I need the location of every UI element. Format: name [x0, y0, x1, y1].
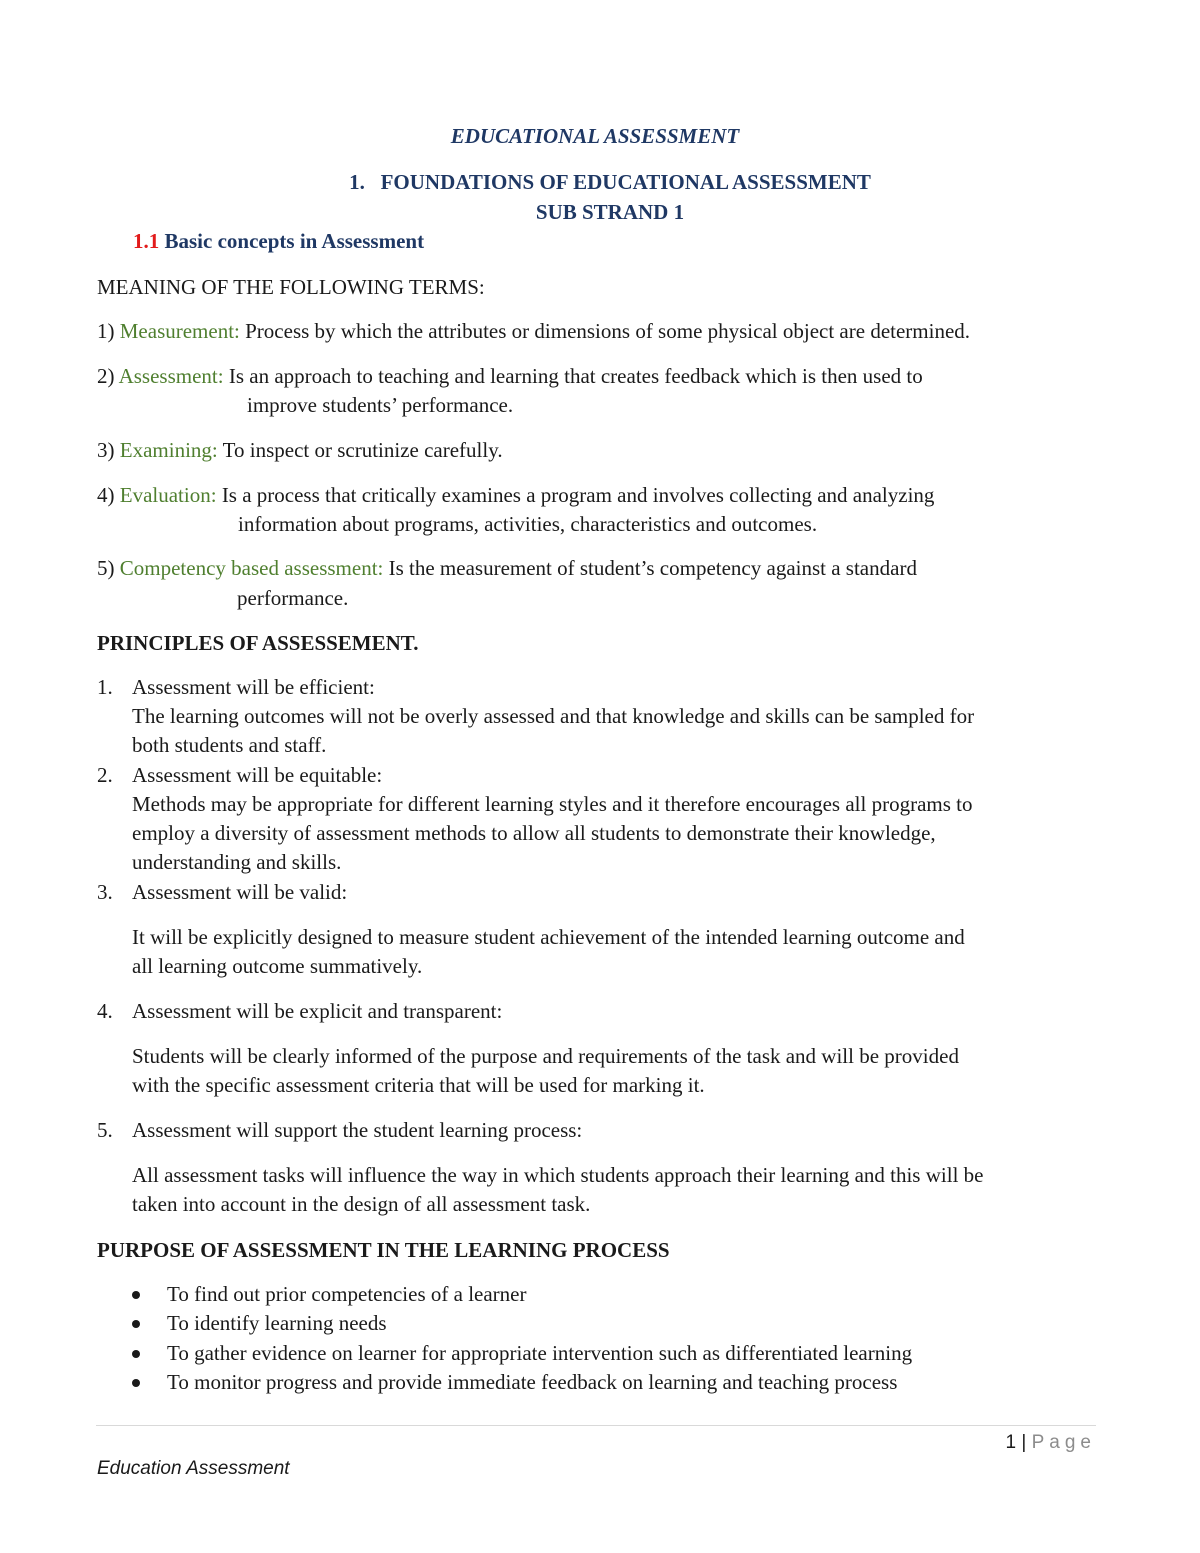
principle-text: The learning outcomes will not be overly assessed and that knowledge and skills can be sampled for	[132, 704, 975, 728]
term-item: 4) Evaluation: Is a process that critically examines a program and involves collecting and analyzing	[97, 483, 935, 507]
purpose-heading: PURPOSE OF ASSESSMENT IN THE LEARNING PROCESS	[97, 1238, 670, 1262]
principle-number: 2.	[97, 763, 113, 787]
principle-text: All assessment tasks will influence the way in which students approach their learning and this will be	[132, 1163, 984, 1187]
bullet-icon	[132, 1379, 140, 1387]
document-title: EDUCATIONAL ASSESSMENT	[450, 124, 740, 148]
principle-text: both students and staff.	[132, 733, 327, 757]
term-definition-continued: performance.	[237, 586, 349, 610]
principle-text: Methods may be appropriate for different learning styles and it therefore encourages all programs to	[132, 792, 973, 816]
purpose-item: To monitor progress and provide immediate feedback on learning and teaching process	[167, 1370, 898, 1394]
principle-text: with the specific assessment criteria that will be used for marking it.	[132, 1073, 705, 1097]
principle-text: understanding and skills.	[132, 850, 342, 874]
principle-title: Assessment will be explicit and transparent:	[132, 999, 503, 1023]
principle-text: It will be explicitly designed to measure student achievement of the intended learning outcome and	[132, 925, 965, 949]
principle-title: Assessment will be equitable:	[132, 763, 383, 787]
term-item: 3) Examining: To inspect or scrutinize carefully.	[97, 438, 503, 462]
purpose-item: To gather evidence on learner for appropriate intervention such as differentiated learning	[167, 1341, 913, 1365]
principle-title: Assessment will be valid:	[132, 880, 348, 904]
term-name: Examining:	[119, 438, 218, 462]
bullet-icon	[132, 1350, 140, 1358]
subsection-number: 1.1	[133, 229, 160, 253]
term-definition: Is a process that critically examines a program and involves collecting and analyzing	[221, 483, 935, 507]
principle-text: all learning outcome summatively.	[132, 954, 423, 978]
term-definition-continued: improve students’ performance.	[247, 393, 514, 417]
footer-divider	[96, 1425, 1096, 1426]
sub-strand-heading: SUB STRAND 1	[535, 200, 685, 224]
bullet-icon	[132, 1320, 140, 1328]
subsection-title: Basic concepts in Assessment	[164, 229, 425, 253]
principle-number: 4.	[97, 999, 113, 1023]
purpose-item: To identify learning needs	[167, 1311, 387, 1335]
principle-text: employ a diversity of assessment methods to allow all students to demonstrate their knowledge,	[132, 821, 936, 845]
term-definition: Is an approach to teaching and learning that creates feedback which is then used to	[228, 364, 923, 388]
term-item: 2) Assessment: Is an approach to teaching and learning that creates feedback which is then used to	[97, 364, 923, 388]
term-definition: To inspect or scrutinize carefully.	[222, 438, 503, 462]
page-label: Page	[1031, 1432, 1096, 1453]
section-number: 1.	[349, 170, 365, 194]
principle-number: 5.	[97, 1118, 113, 1142]
principle-number: 3.	[97, 880, 113, 904]
term-name: Evaluation:	[119, 483, 217, 507]
term-name: Assessment:	[118, 364, 224, 388]
term-item: 1) Measurement: Process by which the attributes or dimensions of some physical object are determined.	[97, 319, 971, 343]
subsection-heading	[133, 227, 424, 256]
term-definition: Is the measurement of student’s competency against a standard	[388, 556, 917, 580]
principle-text: Students will be clearly informed of the purpose and requirements of the task and will be provided	[132, 1044, 959, 1068]
page-number: 1 | Page	[1005, 1432, 1096, 1453]
purpose-item: To find out prior competencies of a learner	[167, 1282, 527, 1306]
principles-heading: PRINCIPLES OF ASSESSEMENT.	[97, 631, 419, 655]
principle-title: Assessment will support the student learning process:	[132, 1118, 583, 1142]
term-definition-continued: information about programs, activities, characteristics and outcomes.	[238, 512, 818, 536]
principle-number: 1.	[97, 675, 113, 699]
term-name: Competency based assessment:	[119, 556, 384, 580]
term-definition: Process by which the attributes or dimensions of some physical object are determined.	[245, 319, 971, 343]
principle-text: taken into account in the design of all assessment task.	[132, 1192, 591, 1216]
term-item: 5) Competency based assessment: Is the measurement of student’s competency against a standard	[97, 556, 917, 580]
bullet-icon	[132, 1291, 140, 1299]
section-heading	[0, 170, 1200, 195]
term-name: Measurement:	[119, 319, 240, 343]
terms-heading: MEANING OF THE FOLLOWING TERMS:	[97, 275, 485, 299]
footer-title: Education Assessment	[97, 1458, 290, 1479]
section-title: FOUNDATIONS OF EDUCATIONAL ASSESSMENT	[380, 170, 871, 194]
principle-title: Assessment will be efficient:	[132, 675, 375, 699]
